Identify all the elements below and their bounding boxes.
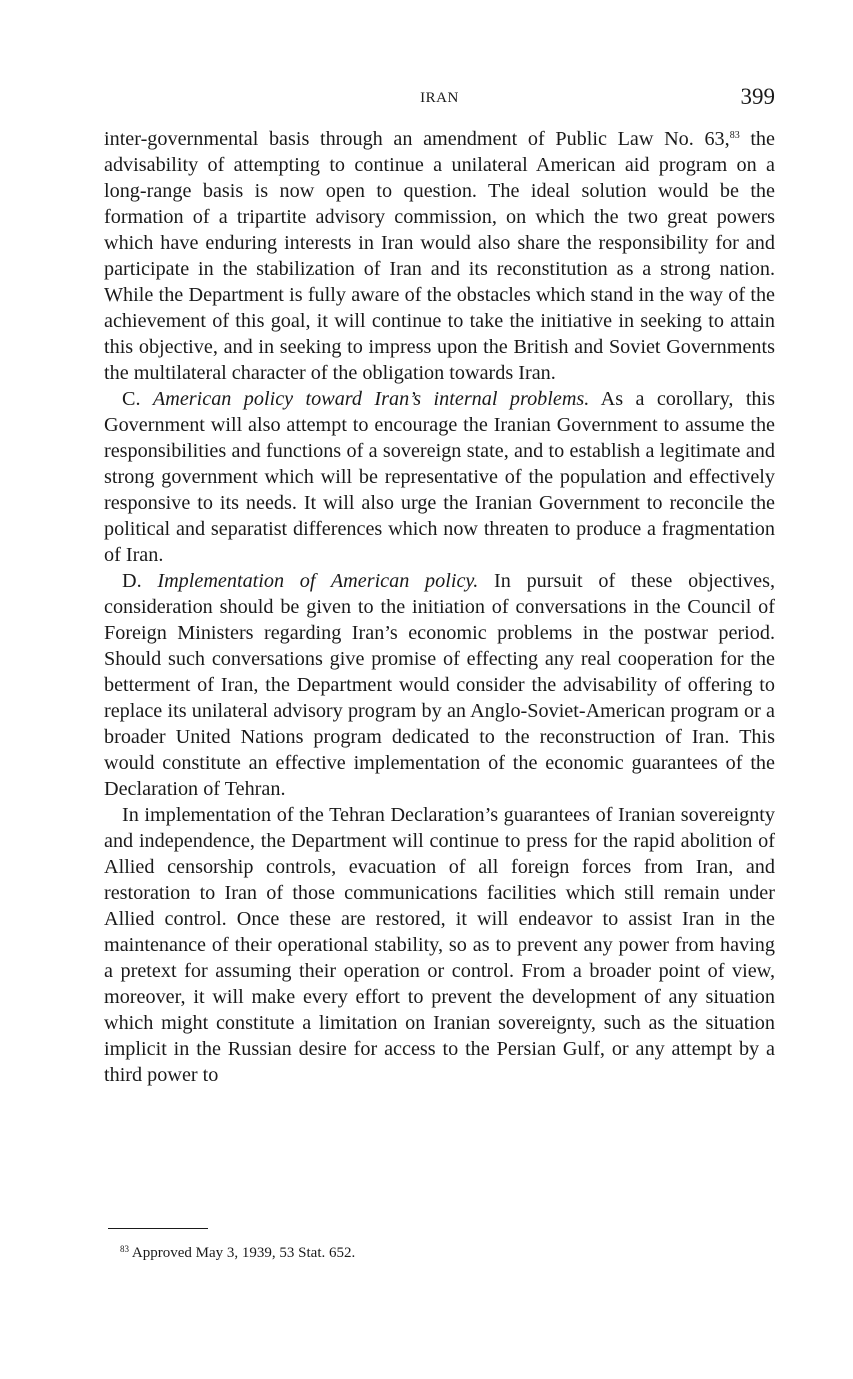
page-number: 399 — [740, 84, 775, 109]
footnote — [120, 1243, 770, 1263]
paragraph-section-c — [104, 386, 775, 568]
section-label: D. — [122, 570, 158, 592]
section-label: C. — [122, 388, 153, 410]
paragraph-section-d — [104, 568, 775, 802]
paragraph-text: the advisability of attempting to continue a unilateral American aid program on a long-range basis is now open to question. The ideal solution would be the formation of a tripartite advisory commission, on which the two great powers which have enduring interests in Iran would also share the responsibility for and participate in the stabilization of Iran and its reconstitution as a strong nation. While the Department is fully aware of the obstacles which stand in the way of the achievement of this goal, it will continue to take the initiative in seeking to attain this objective, and in seeking to impress upon the British and Soviet Governments the multilateral character of the obligation towards Iran. — [104, 128, 775, 384]
footnote-divider — [108, 1228, 208, 1229]
paragraph-text: As a corollary, this Government will also attempt to encourage the Iranian Government to assume the responsibilities and functions of a sovereign state, and to establish a legitimate and strong government which will be representative of the population and effectively responsive to its needs. It will also urge the Iranian Government to reconcile the political and separatist differences which now threaten to produce a fragmentation of Iran. — [104, 388, 775, 566]
footnote-text: Approved May 3, 1939, 53 Stat. 652. — [129, 1245, 356, 1261]
page-header — [104, 84, 775, 116]
paragraph-tehran-declaration — [104, 802, 775, 1088]
paragraph-text: inter-governmental basis through an amendment of Public Law No. 63, — [104, 128, 730, 150]
section-heading: Implementation of American policy. — [157, 570, 479, 592]
body-text — [104, 126, 775, 1088]
paragraph-text: In implementation of the Tehran Declaration’s guarantees of Iranian sovereignty and independence, the Department will continue to press for the rapid abolition of Allied censorship controls, evacuation of all foreign forces from Iran, and restoration to Iran of those communications facilities which still remain under Allied control. Once these are restored, it will endeavor to assist Iran in the maintenance of their operational stability, so as to prevent any power from having a pretext for assuming their operation or control. From a broader point of view, moreover, it will make every effort to prevent the development of any situation which might constitute a limitation on Iranian sovereignty, such as the situation implicit in the Russian desire for access to the Persian Gulf, or any attempt by a third power to — [104, 804, 775, 1086]
running-head: IRAN — [420, 90, 459, 106]
footnote-marker: 83 — [120, 1244, 129, 1254]
paragraph-text: In pursuit of these objectives, consideration should be given to the initiation of conversations in the Council of Foreign Ministers regarding Iran’s economic problems in the postwar period. Should such conversations give promise of effecting any real cooperation for the betterment of Iran, the Department would consider the advisability of offering to replace its unilateral advisory program by an Anglo-Soviet-American program or a broader United Nations program dedicated to the reconstruction of Iran. This would constitute an effective implementation of the economic guarantees of the Declaration of Tehran. — [104, 570, 775, 800]
paragraph-continuation — [104, 126, 775, 386]
footnote-reference: 83 — [729, 130, 740, 141]
section-heading: American policy toward Iran’s internal problems. — [152, 388, 590, 410]
